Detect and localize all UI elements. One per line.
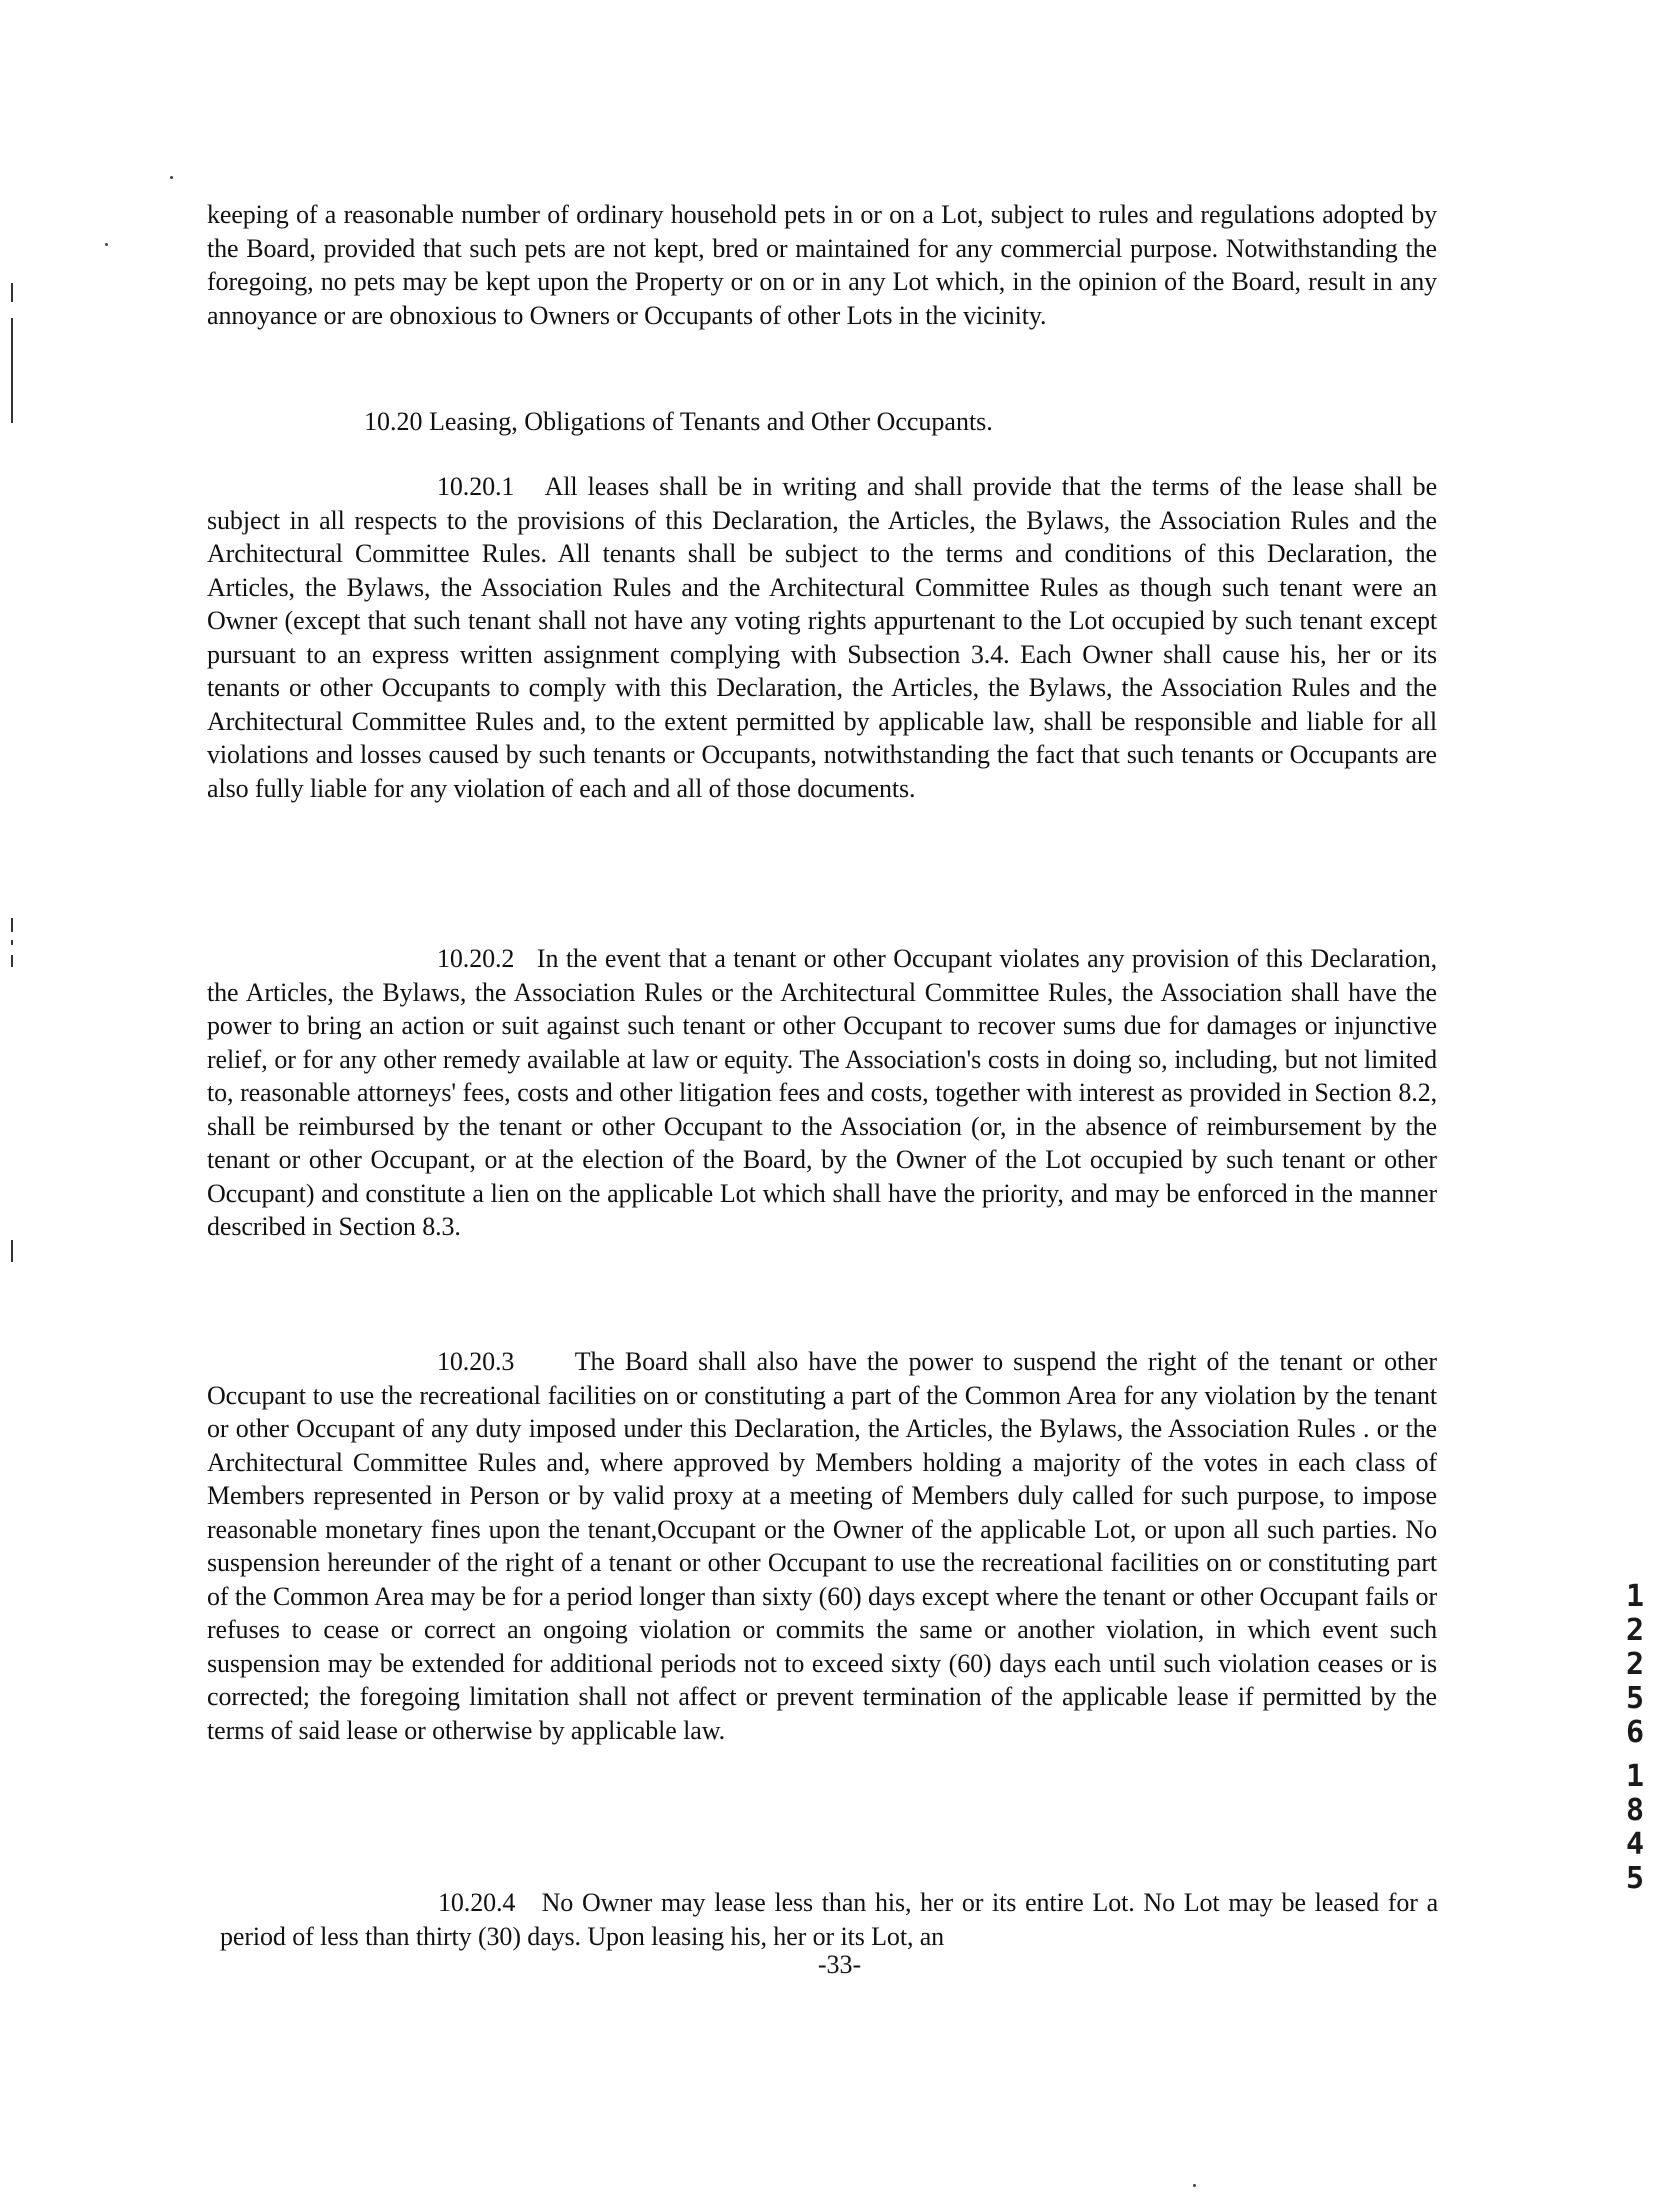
page-number-text: -33- [817,1950,862,1979]
page-number [0,1950,1679,1980]
subsection-number: 10.20.1 [437,472,515,501]
subsection-paragraph [207,1345,1437,1747]
subsection-paragraph [220,1886,1438,1953]
scan-speck [170,176,173,179]
stamp-digit: 6 [1625,1715,1645,1750]
intro-paragraph: keeping of a reasonable number of ordinary household pets in or on a Lot, subject to rules and regulations adopted by the Board, provided that such pets are not kept, bred or maintained for any commercial purpose. Notwithstanding the foregoing, no pets may be kept upon the Property or on or in any Lot which, in the opinion of the Board, result in any annoyance or are obnoxious to Owners or Occupants of other Lots in the vicinity. [207,200,1437,330]
recording-stamp-book [1615,1580,1655,1750]
scan-margin-mark [11,940,13,945]
subsection-text: The Board shall also have the power to suspend the right of the tenant or other Occupant to use the recreational facilities on or constituting a part of the Common Area for any violation by the tenant or other Occupant of any duty imposed under this Declaration, the Articles, the Bylaws, the Association Rules . or the Architectural Committee Rules and, where approved by Members holding a majority of the votes in each class of Members represented in Person or by valid proxy at a meeting of Members duly called for such purpose, to impose reasonable monetary fines upon the tenant,Occupant or the Owner of the applicable Lot, or upon all such parties. No suspension hereunder of the right of a tenant or other Occupant to use the recreational facilities on or constituting part of the Common Area may be for a period longer than sixty (60) days except where the tenant or other Occupant fails or refuses to cease or correct an ongoing violation or commits the same or another violation, in which event such suspension may be extended for additional periods not to exceed sixty (60) days each until such violation ceases or is corrected; the foregoing limitation shall not affect or prevent termination of the applicable lease if permitted by the terms of said lease or otherwise by applicable law. [207,1347,1437,1745]
stamp-digit: 8 [1625,1793,1645,1828]
recording-stamp-page [1615,1760,1655,1896]
scan-margin-mark [11,318,13,423]
stamp-digit: 1 [1625,1579,1645,1614]
subsection-paragraph [207,470,1437,805]
scan-margin-mark [11,283,13,302]
scan-margin-mark [11,918,13,932]
stamp-digit: 1 [1625,1759,1645,1794]
stamp-digit: 5 [1625,1681,1645,1716]
stamp-digit: 2 [1625,1647,1645,1682]
subsection-text: In the event that a tenant or other Occupant violates any provision of this Declaration, the Articles, the Bylaws, the Association Rules or the Architectural Committee Rules, the Association shall have the power to bring an action or suit against such tenant or other Occupant to recover sums due for damages or injunctive relief, or for any other remedy available at law or equity. The Association's costs in doing so, including, but not limited to, reasonable attorneys' fees, costs and other litigation fees and costs, together with interest as provided in Section 8.2, shall be reimbursed by the tenant or other Occupant to the Association (or, in the absence of reimbursement by the tenant or other Occupant, or at the election of the Board, by the Owner of the Lot occupied by such tenant or other Occupant) and constitute a lien on the applicable Lot which shall have the priority, and may be enforced in the manner described in Section 8.3. [207,944,1437,1241]
scan-margin-mark [11,955,13,967]
subsection-number: 10.20.2 [437,944,515,973]
subsection-paragraph [207,942,1437,1244]
subsection-text: All leases shall be in writing and shall provide that the terms of the lease shall be subject in all respects to the provisions of this Declaration, the Articles, the Bylaws, the Association Rules and the Architectural Committee Rules. All tenants shall be subject to the terms and conditions of this Declaration, the Articles, the Bylaws, the Association Rules and the Architectural Committee Rules as though such tenant were an Owner (except that such tenant shall not have any voting rights appurtenant to the Lot occupied by such tenant except pursuant to an express written assignment complying with Subsection 3.4. Each Owner shall cause his, her or its tenants or other Occupants to comply with this Declaration, the Articles, the Bylaws, the Association Rules and the Architectural Committee Rules and, to the extent permitted by applicable law, shall be responsible and liable for all violations and losses caused by such tenants or Occupants, notwithstanding the fact that such tenants or Occupants are also fully liable for any violation of each and all of those documents. [207,472,1438,803]
subsection-number: 10.20.4 [438,1888,516,1917]
stamp-digit: 4 [1625,1827,1645,1862]
scan-margin-mark [11,1240,13,1262]
scan-speck [1193,2184,1196,2187]
stamp-digit: 5 [1625,1861,1645,1896]
stamp-digit: 2 [1625,1613,1645,1648]
subsection-number: 10.20.3 [437,1347,515,1376]
section-heading: 10.20 Leasing, Obligations of Tenants and Other Occupants. [364,407,993,436]
scan-speck [105,243,108,246]
subsection-text: No Owner may lease less than his, her or its entire Lot. No Lot may be leased for a period of less than thirty (30) days. Upon leasing his, her or its Lot, an [220,1888,1439,1951]
